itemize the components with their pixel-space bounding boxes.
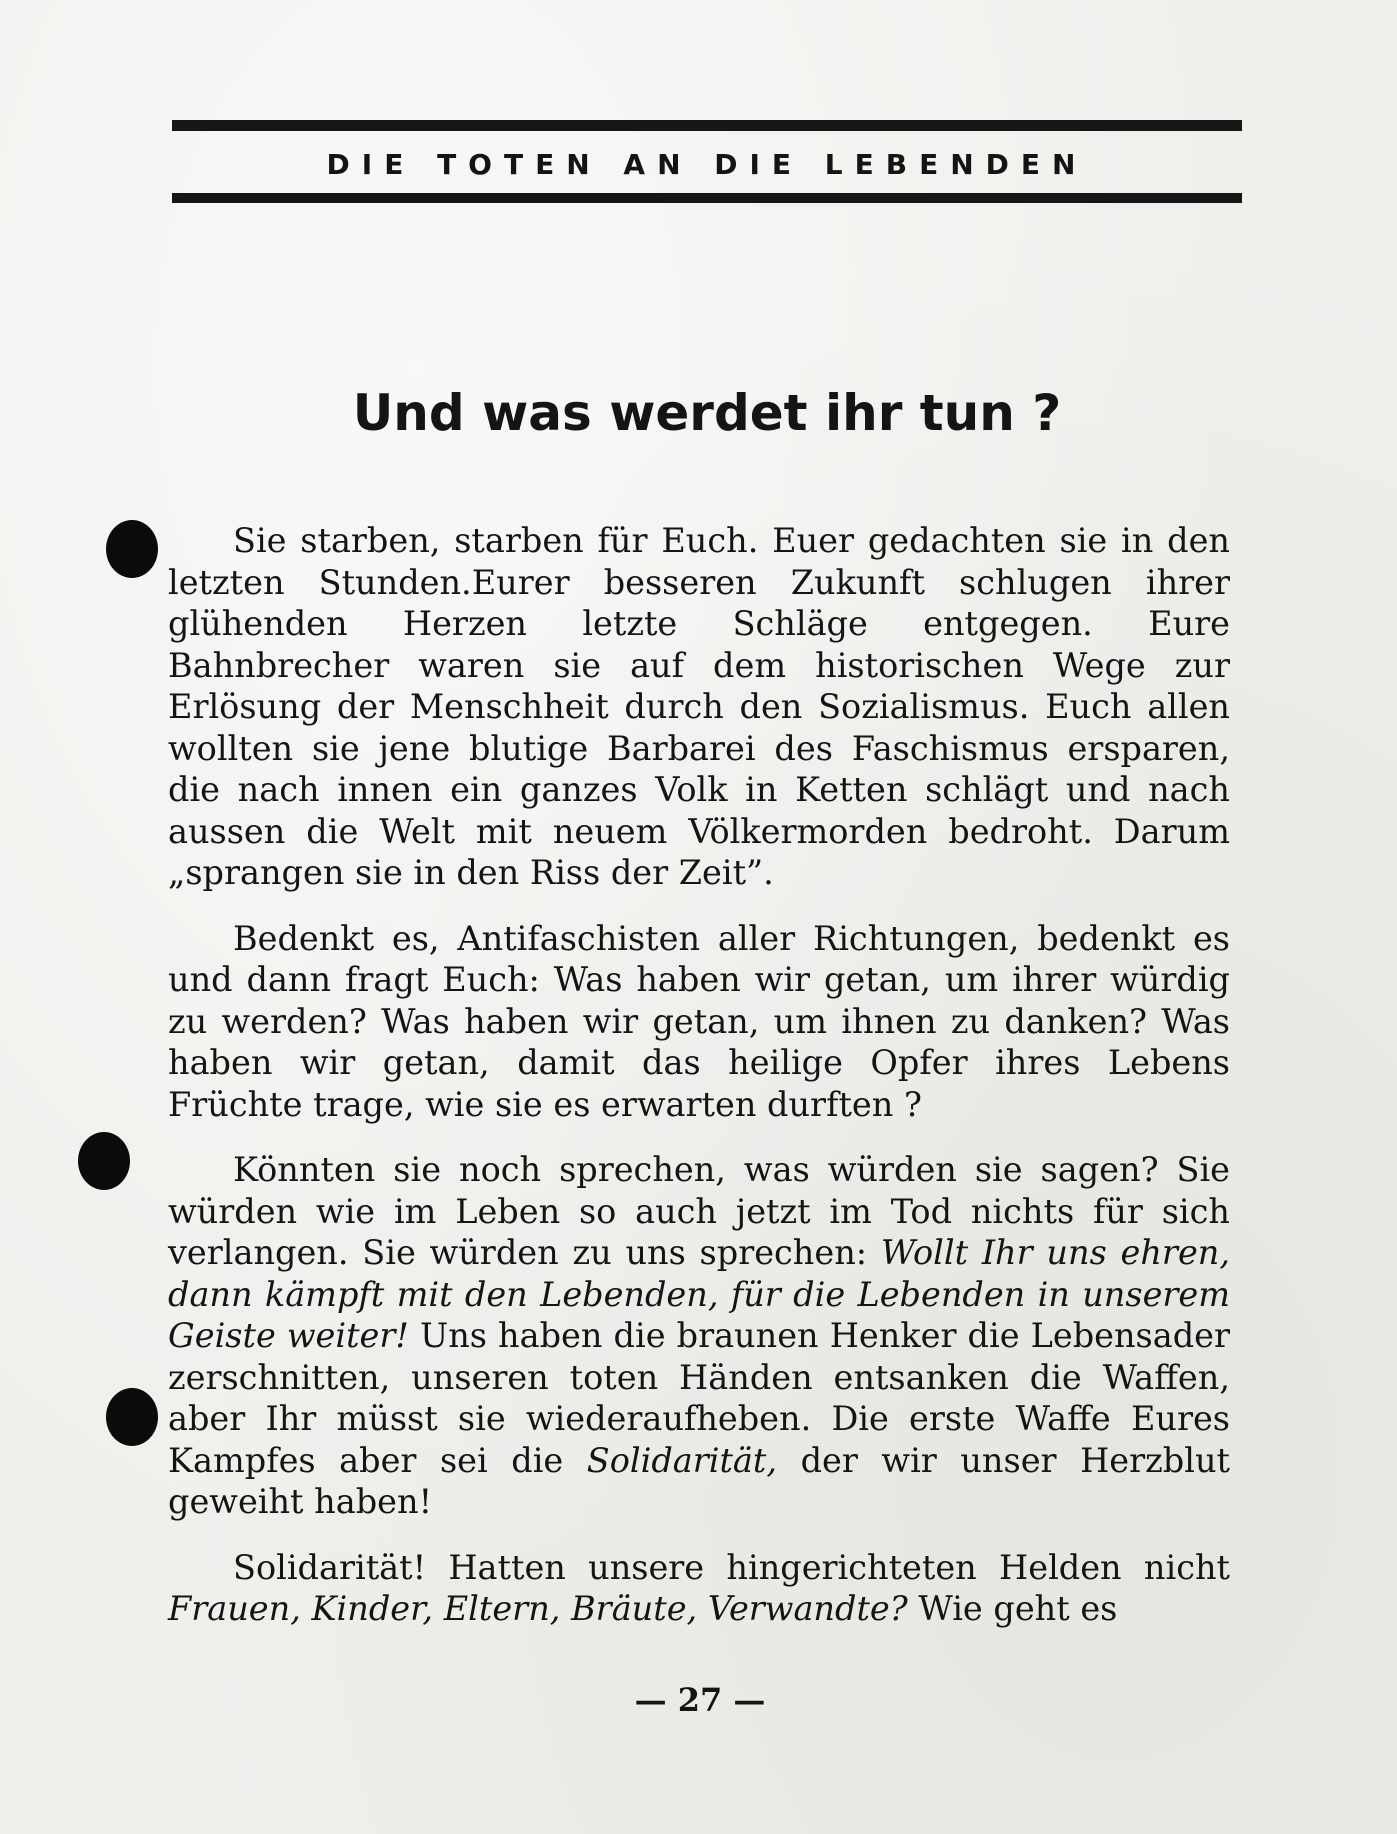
- text-run: Sie starben, starben für Euch. Euer gedachten sie in den letzten Stunden.Eurer besseren Zukunft schlugen ihrer glühenden Herzen letzte Schläge entgegen. Eure Bahnbrecher waren sie auf dem historischen Wege zur Erlösung der Menschheit durch den Sozialismus. Euch allen wollten sie jene blutige Barbarei des Faschismus ersparen, die nach innen ein ganzes Volk in Ketten schlägt und nach aussen die Welt mit neuem Völkermorden bedroht. Darum „sprangen sie in den Riss der Zeit”.: [168, 521, 1230, 892]
- italic-text: Frauen, Kinder, Eltern, Bräute, Verwandte?: [168, 1589, 908, 1628]
- header-rule-top: [172, 120, 1242, 131]
- paragraph: [168, 1547, 1230, 1630]
- running-head: DIE TOTEN AN DIE LEBENDEN: [326, 148, 1088, 181]
- text-run: Könnten sie noch sprechen, was würden sie sagen? Sie würden wie im Leben so auch jetzt im Tod nichts für sich verlangen. Sie würden zu uns sprechen:: [168, 1150, 1230, 1272]
- chapter-title: Und was werdet ihr tun ?: [352, 384, 1062, 442]
- page-number: — 27 —: [634, 1681, 766, 1719]
- text-run: Uns haben die braunen Henker die Lebensader zerschnitten, unseren toten Händen entsanken die Waffen, aber Ihr müsst sie wiederaufheben. Die erste Waffe Eures Kampfes aber sei die: [168, 1316, 1230, 1480]
- paragraph: [168, 918, 1230, 1126]
- paragraph: [168, 1149, 1230, 1523]
- body-text: [168, 520, 1230, 1654]
- punch-hole: [106, 520, 158, 578]
- punch-hole: [106, 1388, 158, 1446]
- text-run: der wir unser Herzblut geweiht haben!: [168, 1440, 1230, 1521]
- punch-hole: [78, 1132, 130, 1190]
- text-run: Solidarität! Hatten unsere hingerichteten Helden nicht: [233, 1547, 1230, 1587]
- italic-text: Solidarität,: [586, 1440, 778, 1480]
- text-run: Wie geht es: [907, 1589, 1118, 1628]
- paragraph: [168, 520, 1230, 894]
- header-rule-bottom: [172, 193, 1242, 203]
- text-run: Bedenkt es, Antifaschisten aller Richtungen, bedenkt es und dann fragt Euch: Was haben wir getan, um ihrer würdig zu werden? Was haben wir getan, um ihnen zu danken? Was haben wir getan, damit das heilige Opfer ihres Lebens Früchte trage, wie sie es erwarten durften ?: [168, 918, 1230, 1124]
- italic-text: Wollt Ihr uns ehren, dann kämpft mit den Lebenden, für die Lebenden in unserem Geiste weiter!: [168, 1233, 1230, 1355]
